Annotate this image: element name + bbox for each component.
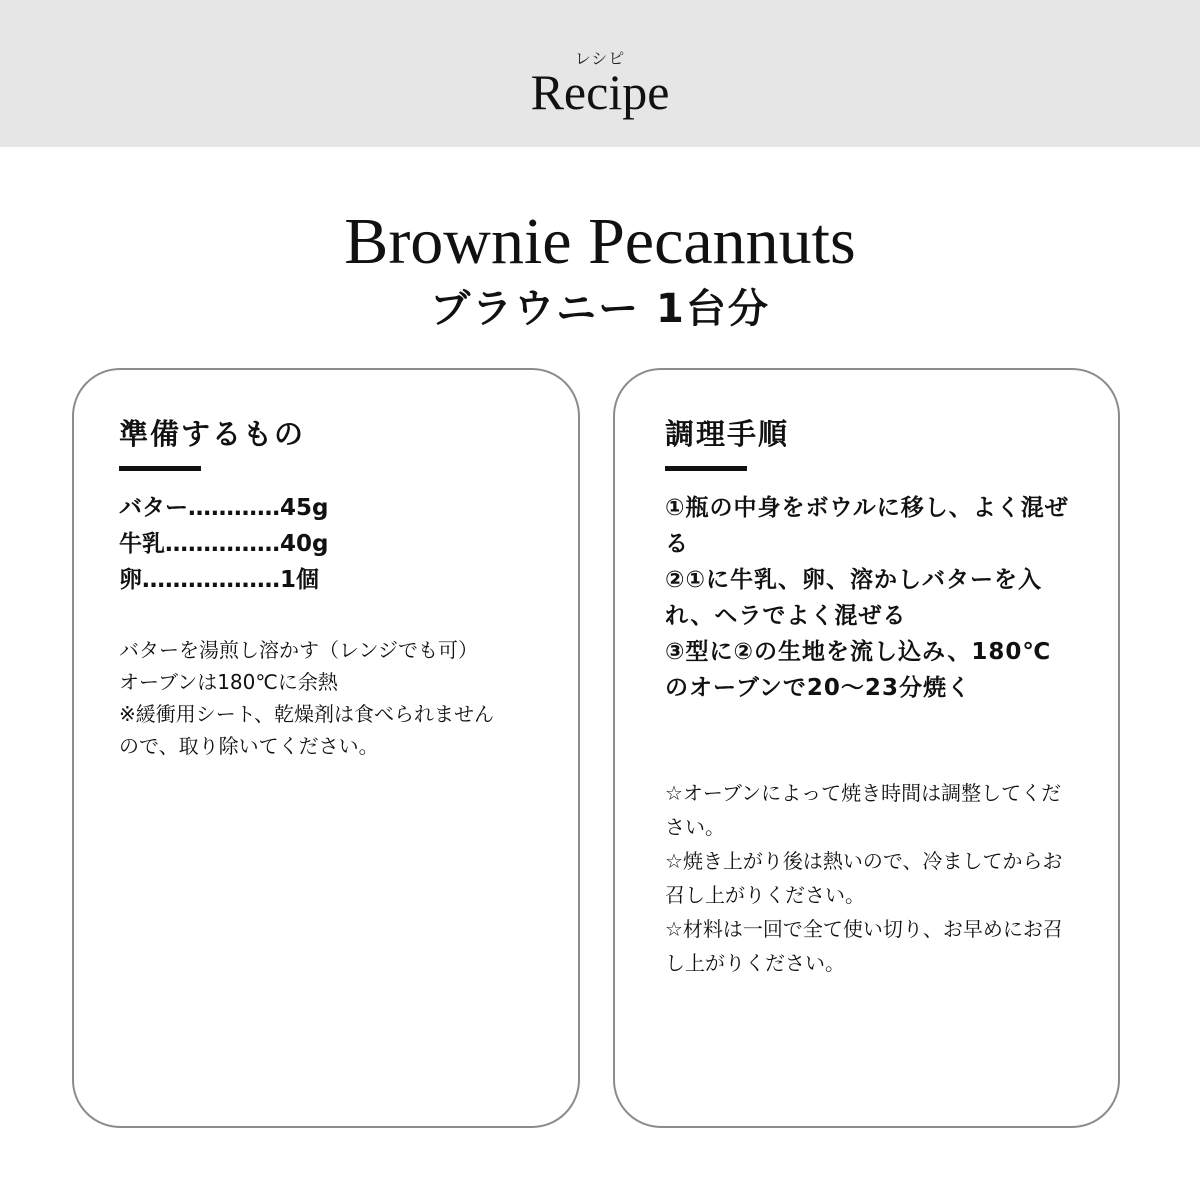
ingredient-list xyxy=(119,490,539,598)
preparation-note: ※緩衝用シート、乾燥剤は食べられません xyxy=(119,702,494,726)
procedure-steps xyxy=(665,490,1075,706)
preparation-note: ので、取り除いてください。 xyxy=(119,734,379,758)
procedure-heading: 調理手順 xyxy=(665,417,790,451)
procedure-heading-underline xyxy=(665,466,747,471)
ingredient-item: 卵………………1個 xyxy=(119,567,320,593)
procedure-note: ☆オーブンによって焼き時間は調整してください。 xyxy=(665,781,1062,839)
procedure-step: ①瓶の中身をボウルに移し、よく混ぜる xyxy=(665,495,1069,557)
product-subtitle: ブラウニー 1台分 xyxy=(430,286,770,332)
header-ruby: レシピ xyxy=(574,49,626,68)
procedure-step: ②①に牛乳、卵、溶かしバターを入れ、ヘラでよく混ぜる xyxy=(665,567,1042,629)
ingredient-item: バター…………45g xyxy=(119,495,329,521)
preparation-heading-underline xyxy=(119,466,201,471)
ingredient-item: 牛乳……………40g xyxy=(119,531,329,557)
procedure-card xyxy=(613,368,1120,1128)
product-title: Brownie Pecannuts xyxy=(344,205,856,278)
procedure-note: ☆焼き上がり後は熱いので、冷ましてからお召し上がりください。 xyxy=(665,849,1063,907)
procedure-step: ③型に②の生地を流し込み、180℃のオーブンで20〜23分焼く xyxy=(665,639,1052,701)
preparation-card xyxy=(72,368,580,1128)
preparation-note: バターを湯煎し溶かす（レンジでも可） xyxy=(119,638,478,662)
header-title: Recipe xyxy=(530,64,670,120)
preparation-notes xyxy=(119,634,549,762)
preparation-heading: 準備するもの xyxy=(119,417,306,451)
procedure-note: ☆材料は一回で全て使い切り、お早めにお召し上がりください。 xyxy=(665,917,1063,975)
preparation-note: オーブンは180℃に余熱 xyxy=(119,670,338,694)
procedure-notes xyxy=(665,776,1079,980)
